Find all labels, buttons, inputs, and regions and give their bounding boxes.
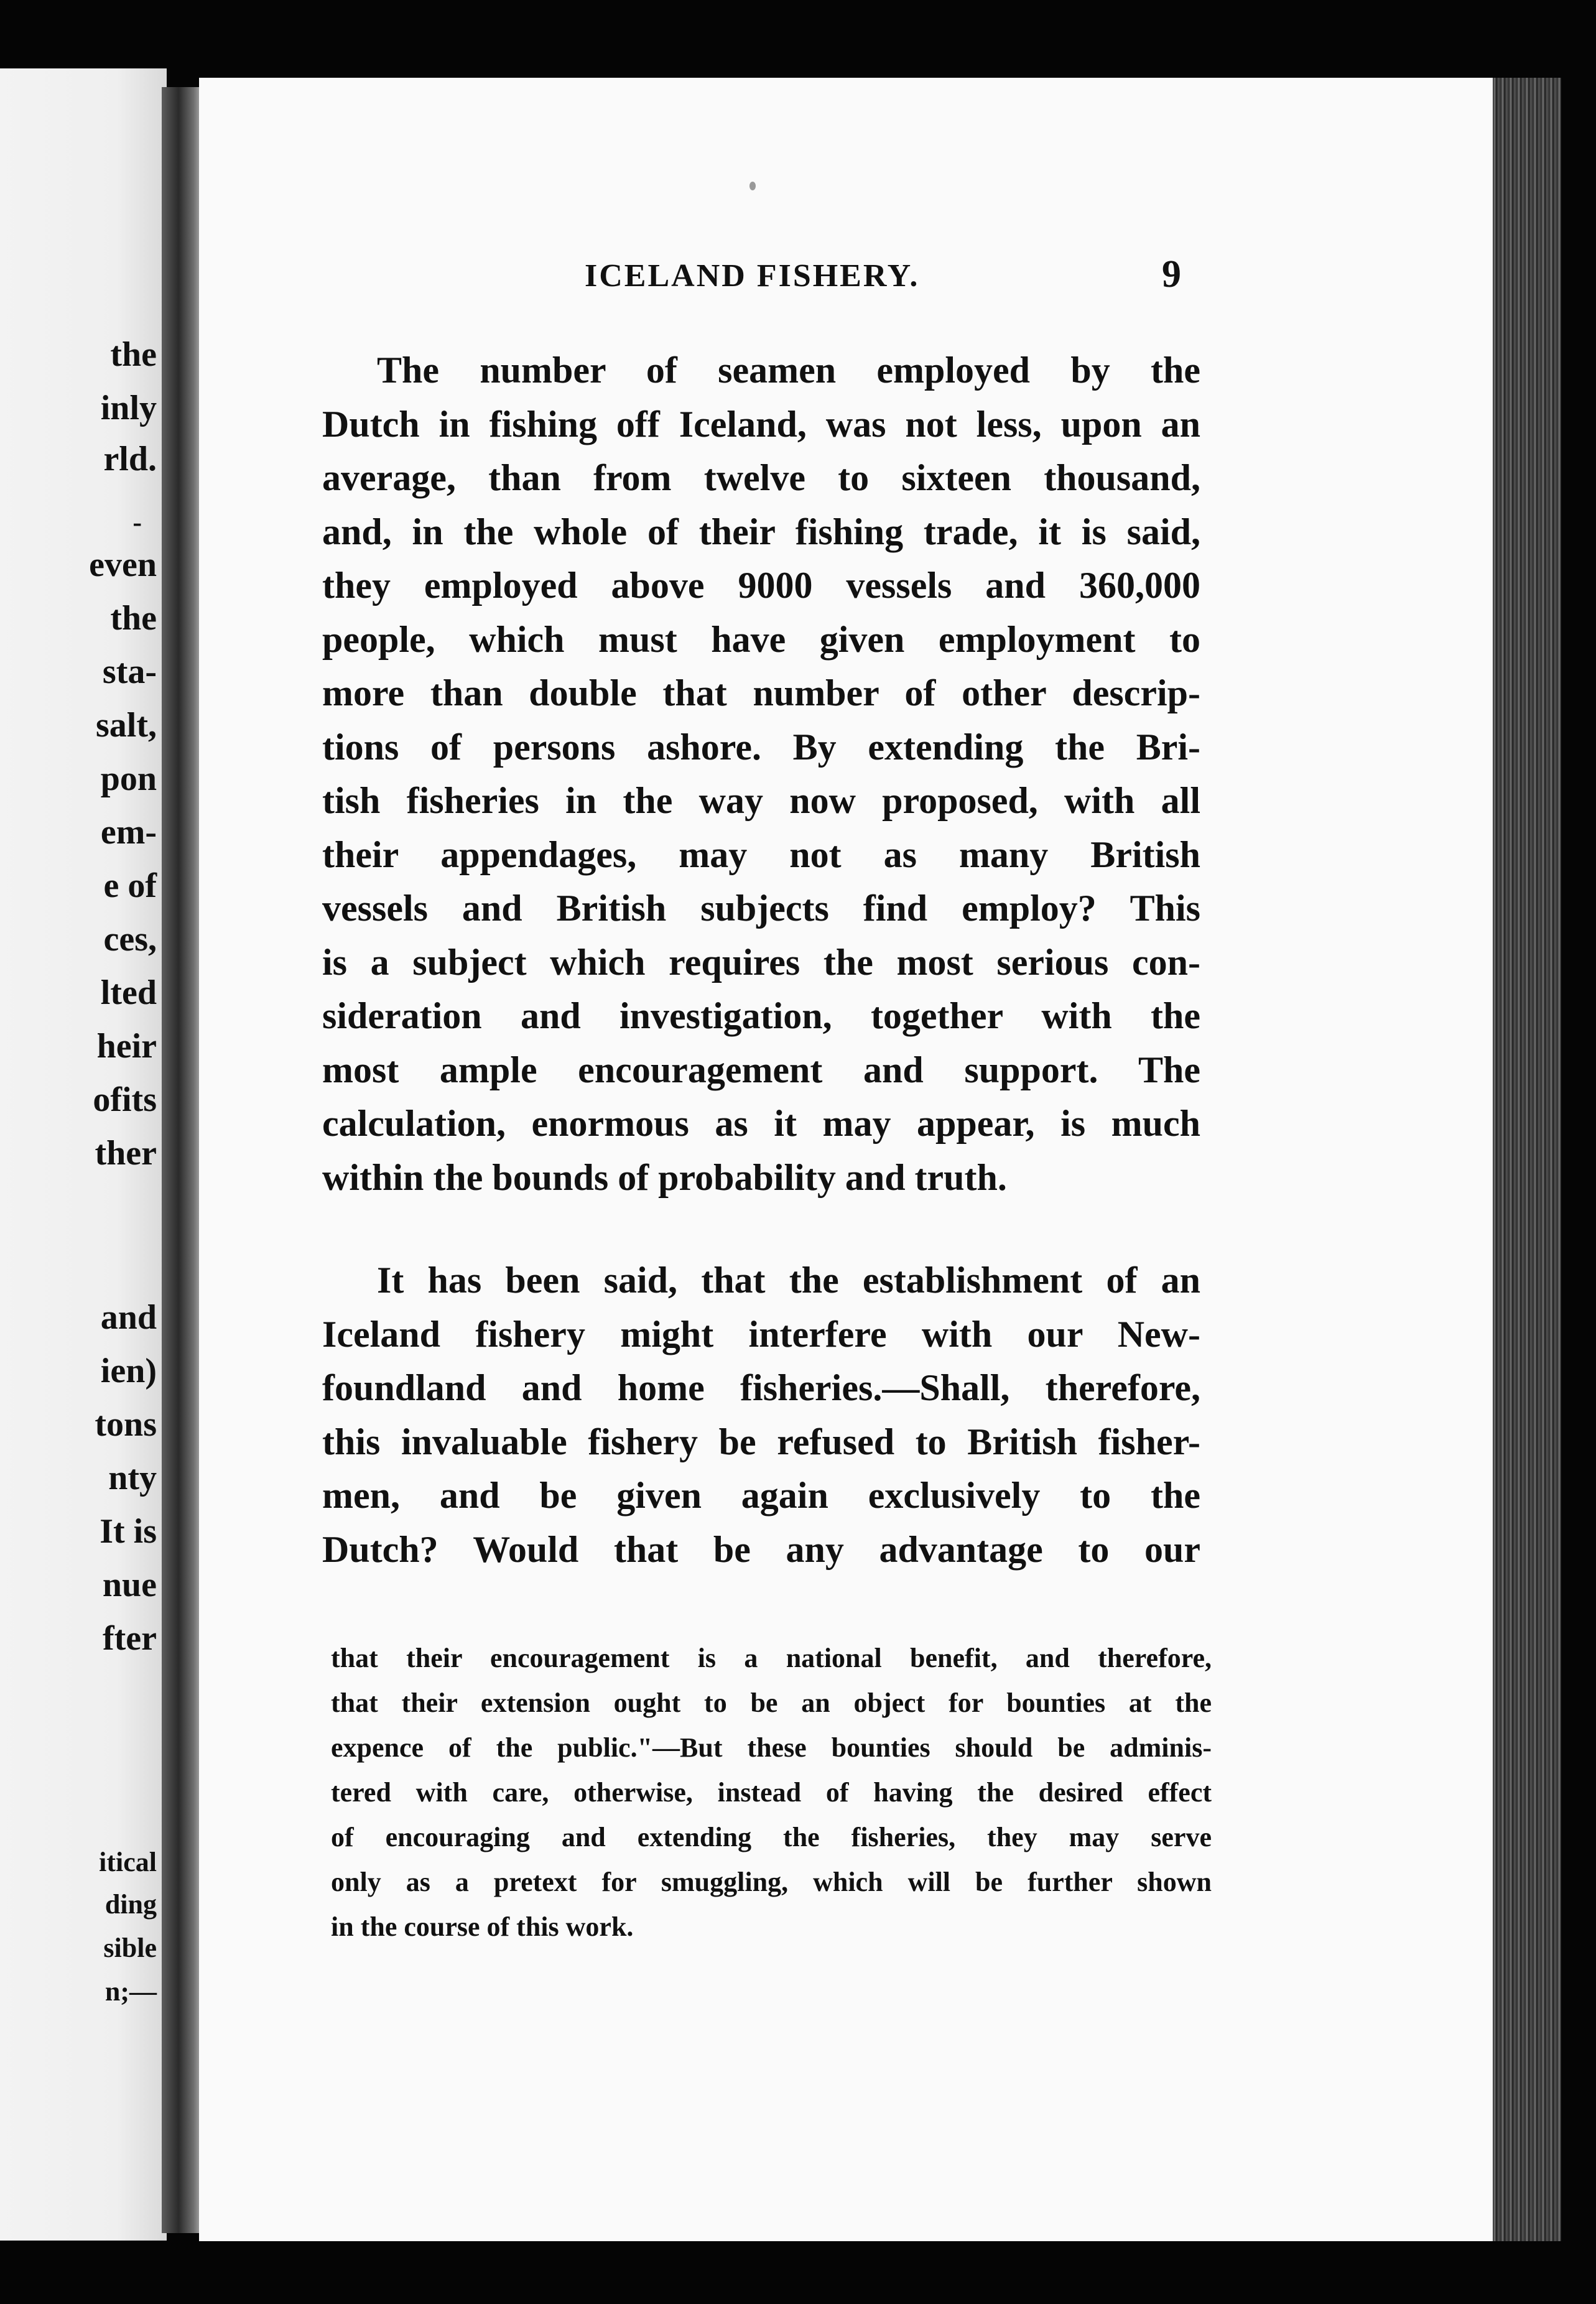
footnote-line: expence of the public."—But these bounties should be adminis-	[331, 1732, 1212, 1763]
text-line: their appendages, may not as many British	[322, 834, 1200, 875]
text-line: and, in the whole of their fishing trade, it is said,	[322, 511, 1200, 552]
text-line: is a subject which requires the most serious con-	[322, 941, 1200, 983]
facing-page-fragment: the	[110, 599, 157, 638]
page-number: 9	[1162, 253, 1181, 295]
facing-page-fragment: ces,	[103, 920, 157, 959]
footnote-line: in the course of this work.	[331, 1911, 634, 1942]
facing-page-fragment: n;—	[104, 1976, 157, 2007]
page-fore-edge	[1493, 78, 1561, 2241]
facing-page-fragment: even	[89, 546, 157, 584]
facing-page-fragment: ofits	[93, 1080, 157, 1119]
paper-speck	[749, 182, 756, 190]
text-line: Dutch? Would that be any advantage to our	[322, 1528, 1200, 1570]
text-line: people, which must have given employment to	[322, 618, 1200, 660]
facing-page-fragment: -	[132, 507, 142, 537]
running-head: ICELAND FISHERY.	[585, 258, 920, 294]
paragraph-2	[322, 1253, 1200, 1576]
text-line: sideration and investigation, together with the	[322, 995, 1200, 1036]
text-line: most ample encouragement and support. The	[322, 1049, 1200, 1090]
text-line: average, than from twelve to sixteen thousand,	[322, 457, 1200, 498]
facing-page-fragment: ien)	[100, 1352, 157, 1390]
text-line: this invaluable fishery be refused to British fisher-	[322, 1421, 1200, 1462]
paragraph-1	[322, 343, 1200, 1204]
text-line: tions of persons ashore. By extending the Bri-	[322, 726, 1200, 768]
text-line: Iceland fishery might interfere with our New-	[322, 1313, 1200, 1355]
footnote-line: only as a pretext for smuggling, which will be further shown	[331, 1867, 1212, 1897]
facing-page-fragment: pon	[100, 759, 157, 798]
text-line: tish fisheries in the way now proposed, with all	[322, 780, 1200, 821]
footnote-line: that their extension ought to be an object for bounties at the	[331, 1688, 1212, 1718]
text-line: more than double that number of other descrip-	[322, 672, 1200, 713]
facing-page-fragment: nue	[102, 1566, 157, 1604]
facing-page-fragment: sible	[103, 1933, 157, 1963]
facing-page-fragment: inly	[100, 389, 157, 427]
facing-page-fragment: nty	[108, 1459, 157, 1497]
footnote	[331, 1636, 1212, 1949]
text-line: It has been said, that the establishment of an	[377, 1260, 1200, 1301]
facing-page	[0, 68, 167, 2241]
facing-page-fragment: It is	[100, 1512, 157, 1551]
text-line: foundland and home fisheries.—Shall, therefore,	[322, 1367, 1200, 1408]
facing-page-fragment: heir	[96, 1027, 157, 1066]
facing-page-fragment: lted	[100, 973, 157, 1012]
text-line: men, and be given again exclusively to the	[322, 1475, 1200, 1516]
facing-page-fragment: sta-	[102, 653, 157, 691]
facing-page-fragment: fter	[102, 1619, 157, 1658]
text-line: Dutch in fishing off Iceland, was not less, upon an	[322, 403, 1200, 445]
footnote-line: tered with care, otherwise, instead of having the desired effect	[331, 1777, 1212, 1808]
footnote-line: that their encouragement is a national benefit, and therefore,	[331, 1643, 1212, 1673]
facing-page-fragment: itical	[99, 1847, 157, 1877]
text-line: they employed above 9000 vessels and 360,000	[322, 565, 1200, 606]
facing-page-fragment: ding	[104, 1889, 157, 1920]
facing-page-fragment: tons	[95, 1405, 157, 1444]
facing-page-fragment: ther	[95, 1134, 157, 1173]
text-line: calculation, enormous as it may appear, is much	[322, 1103, 1200, 1144]
text-line: within the bounds of probability and truth.	[322, 1156, 1007, 1198]
facing-page-fragment: e of	[103, 866, 157, 905]
footnote-line: of encouraging and extending the fisheries, they may serve	[331, 1822, 1212, 1852]
text-line: vessels and British subjects find employ? This	[322, 888, 1200, 929]
text-line: The number of seamen employed by the	[377, 350, 1200, 391]
book-gutter	[162, 87, 204, 2233]
facing-page-fragment: and	[100, 1298, 157, 1337]
facing-page-fragment: the	[110, 335, 157, 374]
facing-page-fragment: salt,	[96, 706, 157, 745]
facing-page-fragment: rld.	[103, 440, 157, 478]
facing-page-fragment: em-	[100, 813, 157, 852]
